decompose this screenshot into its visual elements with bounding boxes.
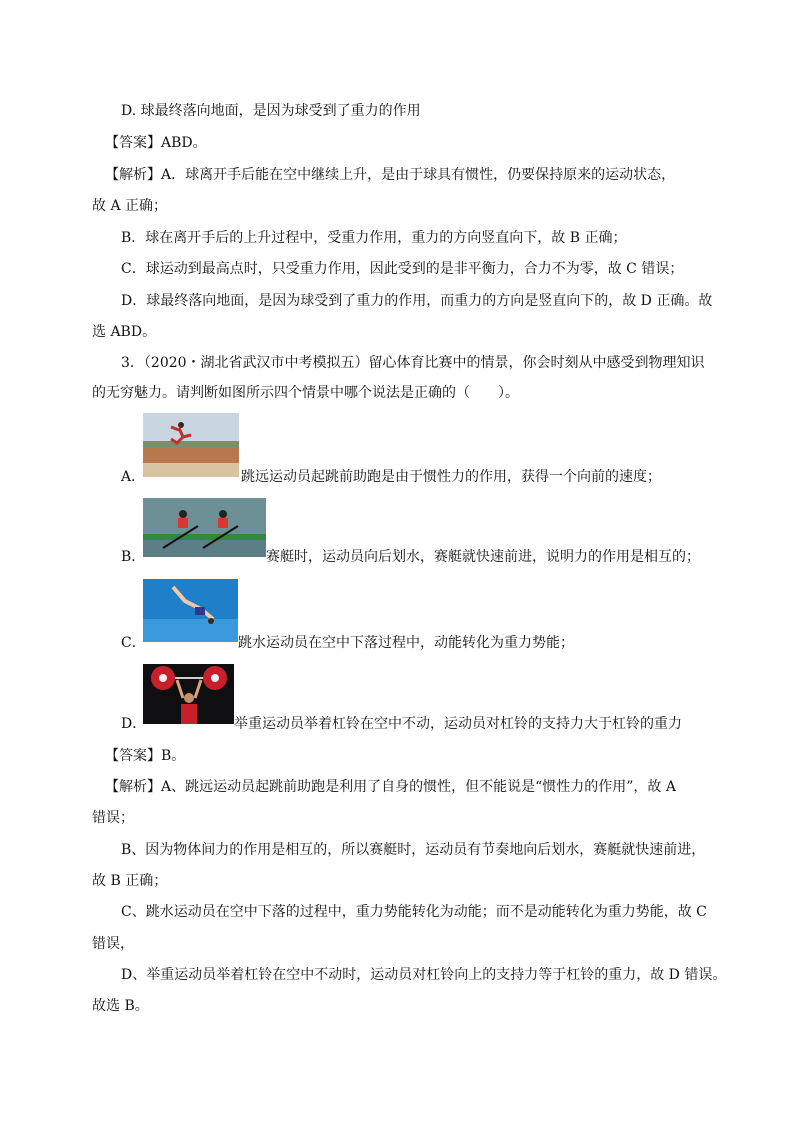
q2-analysis-line: 故 A 正确； — [92, 198, 168, 214]
q3-stem: 的无穷魅力。请判断如图所示四个情景中哪个说法是正确的（ ）。 — [92, 385, 519, 401]
option-a-text: 跳远运动员起跳前助跑是由于惯性力的作用，获得一个向前的速度； — [241, 469, 661, 485]
option-d-letter: D． — [121, 716, 147, 732]
option-c-letter: C． — [121, 635, 146, 651]
option-c-text: 跳水运动员在空中下落过程中，动能转化为重力势能； — [238, 635, 574, 651]
long-jump-photo — [143, 413, 239, 477]
q3-stem: 3．（2020・湖北省武汉市中考模拟五）留心体育比赛中的情景，你会时刻从中感受到物理知识 — [121, 355, 705, 371]
option-d-text: 举重运动员举着杠铃在空中不动，运动员对杠铃的支持力大于杠铃的重力 — [234, 716, 682, 732]
q2-answer: 【答案】ABD。 — [105, 135, 207, 151]
q3-analysis-line: 【解析】A、跳远运动员起跳前助跑是利用了自身的惯性，但不能说是“惯性力的作用”，故 A — [105, 779, 676, 795]
rowing-photo — [143, 498, 266, 557]
q2-analysis-line: 【解析】A．球离开手后能在空中继续上升，是由于球具有惯性，仍要保持原来的运动状态， — [105, 167, 676, 183]
option-b-letter: B． — [121, 549, 146, 565]
q2-option-d: D. 球最终落向地面，是因为球受到了重力的作用 — [121, 103, 421, 119]
q3-analysis-line: 故选 B。 — [92, 998, 149, 1014]
q3-analysis-line: B、因为物体间力的作用是相互的，所以赛艇时，运动员有节奏地向后划水，赛艇就快速前进， — [121, 842, 706, 858]
q3-analysis-line: 错误； — [92, 810, 134, 826]
q2-analysis-line: 选 ABD。 — [92, 324, 157, 340]
q2-analysis-line: C．球运动到最高点时，只受重力作用，因此受到的是非平衡力，合力不为零，故 C 错误； — [121, 261, 684, 277]
q3-analysis-line: C、跳水运动员在空中下落的过程中，重力势能转化为动能；而不是动能转化为重力势能，故 C — [121, 904, 707, 920]
q3-answer: 【答案】B。 — [105, 748, 186, 764]
weightlifting-photo — [143, 664, 234, 724]
option-b-text: 赛艇时，运动员向后划水，赛艇就快速前进，说明力的作用是相互的； — [266, 549, 700, 565]
diving-photo — [143, 579, 238, 642]
option-a-letter: A． — [121, 469, 146, 485]
q2-analysis-line: B．球在离开手后的上升过程中，受重力作用，重力的方向竖直向下，故 B 正确； — [121, 230, 627, 246]
q2-analysis-line: D．球最终落向地面，是因为球受到了重力的作用，而重力的方向是竖直向下的，故 D 正确。故 — [121, 293, 713, 309]
q3-analysis-line: 故 B 正确； — [92, 873, 168, 889]
q3-analysis-line: D、举重运动员举着杠铃在空中不动时，运动员对杠铃向上的支持力等于杠铃的重力，故 D 错误。 — [121, 967, 727, 983]
q3-analysis-line: 错误， — [92, 936, 134, 952]
